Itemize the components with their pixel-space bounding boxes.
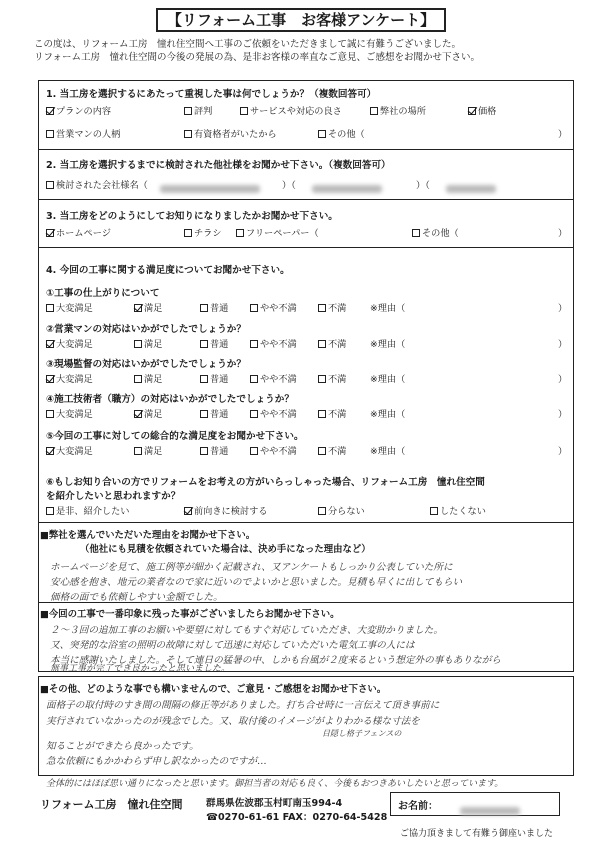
checkbox[interactable] [46,507,54,515]
checkbox[interactable] [46,181,54,189]
option-recommend[interactable]: 是非、紹介したい [46,503,130,517]
checkbox[interactable] [134,447,142,455]
satisfaction-option[interactable]: 普通 [200,443,228,457]
checkbox[interactable] [318,375,326,383]
satisfaction-option[interactable]: 満足 [134,300,162,314]
checkbox[interactable] [318,447,326,455]
divider [38,602,574,603]
satisfaction-question-craftsmen: ④施工技術者（職方）の対応はいかがでしたでしょうか？ [46,394,294,405]
checkbox[interactable] [46,375,54,383]
checkbox[interactable] [200,410,208,418]
checkbox[interactable] [134,304,142,312]
satisfaction-option[interactable]: 大変満足 [46,406,93,420]
reason-label: ※理由（ [370,446,406,457]
option-other[interactable]: その他（ [412,225,459,239]
paren-close: ） [558,303,568,314]
satisfaction-option[interactable]: 大変満足 [46,443,93,457]
checkbox[interactable] [46,130,54,138]
checkbox[interactable] [46,340,54,348]
checkbox[interactable] [200,375,208,383]
option-homepage[interactable]: ホームページ [46,225,111,239]
divider [38,522,574,523]
satisfaction-option[interactable]: 満足 [134,406,162,420]
divider [38,247,574,248]
impression-answer-4: 無事工事が完了でき良かったと思いました。 [50,664,231,674]
checkbox[interactable] [200,304,208,312]
section-reason-subtitle: （他社にも見積を依頼されていた場合は、決め手になった理由など） [80,544,371,555]
satisfaction-option[interactable]: 大変満足 [46,336,93,350]
name-label: お名前： [398,801,438,812]
comment-closing: 全体的にはほぼ思い通りになったと思います。御担当者の対応も良く、今後もおつきあいしたいと思っています。 [46,779,504,789]
satisfaction-option[interactable]: 不満 [318,443,346,457]
checkbox[interactable] [236,229,244,237]
checkbox[interactable] [318,304,326,312]
divider [38,149,574,150]
intro-line-2: リフォーム工房 憧れ住空間の今後の発展の為、是非お客様の率直なご意見、ご感想をお聞かせ下さい。 [34,52,481,63]
satisfaction-question-finish: ①工事の仕上がりについて [46,288,160,299]
question-3: 3. 当工房をどのようにしてお知りになりましたかお聞かせ下さい。 [46,211,338,222]
checkbox[interactable] [318,410,326,418]
checkbox[interactable] [240,107,248,115]
reason-label: ※理由（ [370,303,406,314]
paren-close: ） [558,228,568,239]
satisfaction-option[interactable]: 不満 [318,300,346,314]
checkbox[interactable] [46,229,54,237]
satisfaction-option[interactable]: 普通 [200,406,228,420]
impression-answer-3: 本当に感謝いたしました。そして連日の猛暑の中、しかも台風が２度来るという想定外の事もありながら [50,655,501,666]
option-unknown[interactable]: 分らない [318,503,365,517]
paren-close: ） [558,374,568,385]
satisfaction-option[interactable]: 大変満足 [46,300,93,314]
checkbox[interactable] [200,447,208,455]
paren-close: ） [558,339,568,350]
redacted-company-2 [312,178,382,197]
satisfaction-option[interactable]: 満足 [134,336,162,350]
question-2: 2. 当工房を選択するまでに検討された他社様をお聞かせ下さい。（複数回答可） [46,160,391,171]
paren-close: ） [558,129,568,140]
paren-separator: ）（ [282,180,296,191]
footer-company: リフォーム工房 憧れ住空間 [40,798,183,811]
thanks-note: ご協力頂きまして有難う御座いました [400,829,554,839]
satisfaction-option[interactable]: 満足 [134,371,162,385]
checkbox[interactable] [184,229,192,237]
option-plan[interactable]: プランの内容 [46,103,111,117]
checkbox[interactable] [46,304,54,312]
option-free-paper[interactable]: フリーペーパー（ [236,225,319,239]
checkbox[interactable] [318,130,326,138]
satisfaction-option[interactable]: やや不満 [250,406,297,420]
option-no[interactable]: したくない [430,503,486,517]
section-comments-title: ■その他、どのような事でも構いませんので、ご意見・ご感想をお聞かせ下さい。 [40,684,387,695]
satisfaction-option[interactable]: 大変満足 [46,371,93,385]
satisfaction-option[interactable]: やや不満 [250,371,297,385]
checkbox[interactable] [134,340,142,348]
satisfaction-option[interactable]: 普通 [200,336,228,350]
satisfaction-option[interactable]: 普通 [200,300,228,314]
paren-separator: ）（ [416,180,430,191]
checkbox[interactable] [46,447,54,455]
question-6-line-1: ⑥もしお知り合いの方でリフォームをお考えの方がいらっしゃった場合、リフォーム工房 憧れ住空間 [46,477,485,488]
satisfaction-option[interactable]: やや不満 [250,336,297,350]
checkbox[interactable] [318,507,326,515]
footer-phone: ☎0270-61-61 FAX：0270-64-5428 [206,812,388,823]
satisfaction-option[interactable]: 普通 [200,371,228,385]
competitor-label: 検討された会社様名（ [46,177,148,191]
option-consider[interactable]: 前向きに検討する [184,503,268,517]
option-location[interactable]: 弊社の場所 [370,103,426,117]
impression-answer-1: ２～３回の追加工事のお願いや要望に対してもすぐ対応していただき、大変助かりました。 [50,625,443,636]
checkbox[interactable] [46,107,54,115]
paren-close: ） [558,409,568,420]
option-service[interactable]: サービスや対応の良さ [240,103,342,117]
comment-answer-1: 面格子の取付時のすき間の間隔の修正等がありました。打ち合せ時に一言伝えて頂き事前に [46,700,440,711]
satisfaction-question-overall: ⑤今回の工事に対しての総合的な満足度をお聞かせ下さい。 [46,431,304,442]
checkbox[interactable] [370,107,378,115]
satisfaction-option[interactable]: 不満 [318,336,346,350]
satisfaction-option[interactable]: 不満 [318,406,346,420]
comment-answer-2: 実行されていなかったのが残念でした。又、取付後のイメージがよりわかる様な寸法を [46,716,420,727]
option-qualified[interactable]: 有資格者がいたから [184,126,277,140]
satisfaction-option[interactable]: 不満 [318,371,346,385]
checkbox[interactable] [134,375,142,383]
reason-label: ※理由（ [370,374,406,385]
checkbox[interactable] [468,107,476,115]
comment-answer-4: 急な依頼にもかかわらず申し訳なかったのですが… [46,756,267,767]
checkbox[interactable] [184,107,192,115]
satisfaction-option[interactable]: やや不満 [250,443,297,457]
section-impression-title: ■今回の工事で一番印象に残った事がございましたらお聞かせ下さい。 [40,609,340,620]
satisfaction-option[interactable]: 満足 [134,443,162,457]
checkbox[interactable] [184,130,192,138]
reason-answer-2: 安心感を抱き、地元の業者なので家に近いのでよいかと思いました。見積も早くに出してもらい [50,577,463,588]
option-sales-person[interactable]: 営業マンの人柄 [46,126,120,140]
checkbox[interactable] [200,340,208,348]
intro-line-1: この度は、リフォーム工房 憧れ住空間へ工事のご依頼をいただきまして誠に有難うございました。 [34,39,462,50]
option-reputation[interactable]: 評判 [184,103,212,117]
comment-answer-3: 知ることができたら良かったです。 [46,741,199,752]
checkbox[interactable] [250,410,258,418]
checkbox[interactable] [134,410,142,418]
checkbox[interactable] [250,447,258,455]
reason-answer-1: ホームページを見て、施工例等が細かく記載され、又アンケートもしっかり公表していた所に [50,562,453,573]
divider [38,199,574,200]
checkbox[interactable] [250,304,258,312]
checkbox[interactable] [412,229,420,237]
option-flyer[interactable]: チラシ [184,225,222,239]
redacted-name [460,800,520,819]
footer-address: 群馬県佐波郡玉村町南玉994-4 [206,798,343,809]
checkbox[interactable] [430,507,438,515]
paren-close: ） [558,446,568,457]
checkbox[interactable] [46,410,54,418]
impression-answer-2: 又、突発的な浴室の照明の故障に対して迅速に対応していただいた電気工事の人には [50,640,415,651]
checkbox[interactable] [318,340,326,348]
option-price[interactable]: 価格 [468,103,496,117]
reason-label: ※理由（ [370,409,406,420]
satisfaction-option[interactable]: やや不満 [250,300,297,314]
question-1: 1. 当工房を選択するにあたって重視した事は何でしょうか？（複数回答可） [46,89,377,100]
redacted-company-1 [160,178,260,197]
reason-label: ※理由（ [370,339,406,350]
checkbox[interactable] [184,507,192,515]
option-other[interactable]: その他（ [318,126,365,140]
redacted-company-3 [446,178,496,197]
survey-title: 【リフォーム工事 お客様アンケート】 [156,8,446,32]
satisfaction-question-site-supervisor: ③現場監督の対応はいかがでしたでしょうか？ [46,359,246,370]
question-4: 4. 今回の工事に関する満足度についてお聞かせ下さい。 [46,265,290,276]
checkbox[interactable] [250,375,258,383]
question-6-line-2: を紹介したいと思われますか？ [46,491,181,502]
reason-answer-3: 価格の面でも依頼しやすい金額でした。 [50,592,223,603]
comment-note: 目隠し格子フェンスの [322,729,402,738]
section-reason-title: ■弊社を選んでいただいた理由をお聞かせ下さい。 [40,530,256,541]
satisfaction-question-sales-staff: ②営業マンの対応はいかがでしたでしょうか？ [46,324,246,335]
checkbox[interactable] [250,340,258,348]
